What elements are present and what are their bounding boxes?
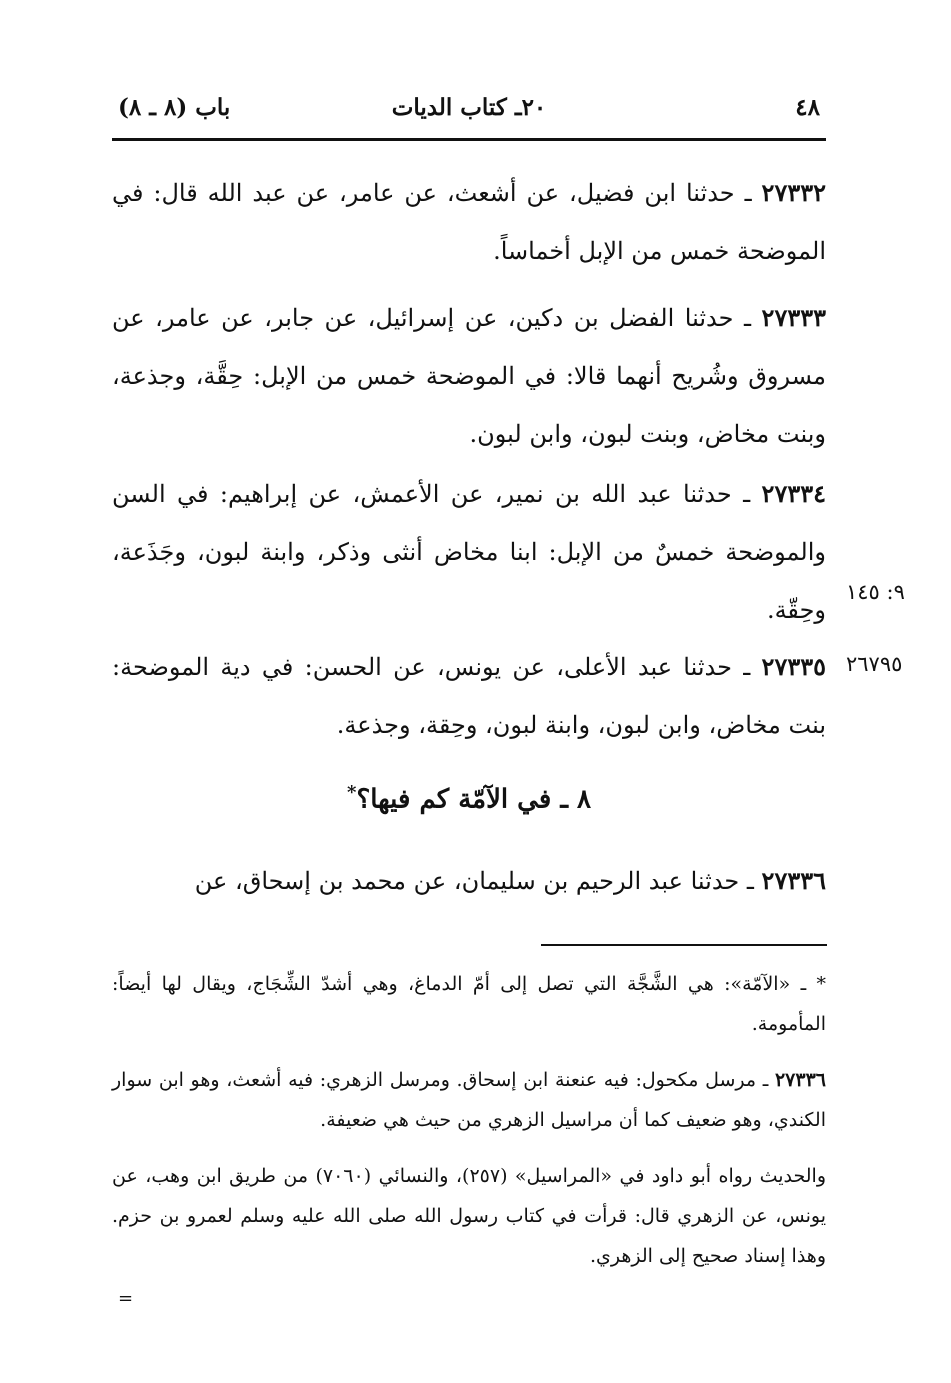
hadith-text: ـ حدثنا عبد الله بن نمير، عن الأعمش، عن إبراهيم: في السن والموضحة خمسٌ من الإبل: ابنا مخاض أنثى وذكر، وابنة لبون، وجَذَعة، وحِقّة. [112, 480, 826, 624]
header-rule [112, 138, 826, 141]
footnote-entry [112, 1060, 826, 1140]
hadith-entry [112, 164, 826, 280]
hadith-entry [112, 289, 826, 463]
hadith-entry [112, 465, 826, 639]
hadith-entry [112, 852, 826, 910]
hadith-number: ٢٧٣٣٦ [761, 866, 826, 895]
continuation-mark: = [118, 1288, 134, 1309]
hadith-number: ٢٧٣٣٣ [761, 303, 826, 332]
page-header [112, 92, 826, 128]
hadith-text: ـ حدثنا عبد الأعلى، عن يونس، عن الحسن: في دية الموضحة: بنت مخاض، وابن لبون، وابنة لبون، وحِقة، وجذعة. [112, 653, 826, 739]
hadith-text: ـ حدثنا الفضل بن دكين، عن إسرائيل، عن جابر، عن عامر، عن مسروق وشُريح أنهما قالا: في الموضحة خمس من الإبل: حِقَّة، وجذعة، وبنت مخاض، وبنت لبون، وابن لبون. [112, 304, 826, 448]
page-number: ٤٨ [795, 94, 820, 121]
footnote-entry [112, 1156, 826, 1276]
footnote-text: ـ مرسل مكحول: فيه عنعنة ابن إسحاق. ومرسل الزهري: فيه أشعث، وهو ابن سوار الكندي، وهو ضعيف كما أن مراسيل الزهري من حيث هي ضعيفة. [112, 1069, 826, 1131]
hadith-number: ٢٧٣٣٥ [761, 652, 826, 681]
hadith-number: ٢٧٣٣٢ [761, 178, 826, 207]
footnote-marker: * [347, 782, 357, 803]
margin-reference: ٩: ١٤٥ [846, 580, 905, 604]
footnote-number: ٢٧٣٣٦ [774, 1069, 826, 1091]
footnote-text: والحديث رواه أبو داود في «المراسيل» (٢٥٧)، والنسائي (٧٠٦٠) من طريق ابن وهب، عن يونس، عن الزهري قال: قرأت في كتاب رسول الله صلى الله عليه وسلم لعمرو بن حزم. وهذا إسناد صحيح إلى الزهري. [112, 1165, 826, 1267]
section-heading-text: ٨ ـ في الآمّة كم فيها؟ [356, 784, 591, 815]
chapter-reference: باب (٨ ـ ٨) [118, 94, 231, 121]
hadith-text: ـ حدثنا ابن فضيل، عن أشعث، عن عامر، عن عبد الله قال: في الموضحة خمس من الإبل أخماساً. [112, 179, 826, 265]
footnote-text: * ـ «الآمّة»: هي الشَّجَّة التي تصل إلى أمّ الدماغ، وهي أشدّ الشِّجَاج، ويقال لها أيضاً: المأمومة. [112, 973, 826, 1035]
hadith-number: ٢٧٣٣٤ [761, 479, 826, 508]
section-heading [112, 782, 826, 815]
hadith-text: ـ حدثنا عبد الرحيم بن سليمان، عن محمد بن إسحاق، عن [194, 867, 754, 895]
footnote-star [112, 964, 826, 1044]
margin-reference: ٢٦٧٩٥ [846, 652, 903, 676]
book-title: ٢٠ـ كتاب الديات [391, 94, 547, 121]
footnote-rule [541, 944, 827, 946]
hadith-entry [112, 638, 826, 754]
